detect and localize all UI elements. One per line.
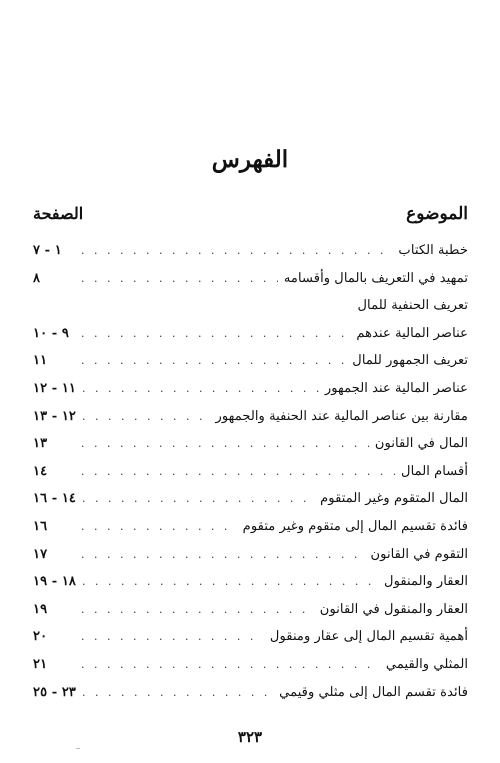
toc-entry-label: فائدة تقسيم المال إلى متقوم وغير متقوم [242, 518, 468, 534]
toc-entry-page: ١٦ [33, 518, 48, 534]
toc-entry [33, 436, 468, 464]
toc-entry-label: تعريف الحنفية للمال [357, 298, 468, 314]
toc-entry-label: عناصر المالية عندهم [356, 325, 468, 341]
topic-column-heading: الموضوع [406, 204, 468, 224]
toc-entry-label: تمهيد في التعريف بالمال وأقسامه [283, 270, 468, 286]
toc-entry-page: ٢٠ [33, 629, 48, 645]
dot-leader [81, 354, 346, 367]
toc-entry [33, 409, 468, 437]
toc-entry-label: تعريف الجمهور للمال [352, 353, 468, 369]
table-of-contents [33, 243, 468, 712]
dot-leader [82, 686, 273, 699]
dot-leader [82, 382, 319, 395]
dot-leader [81, 603, 314, 616]
dot-leader [81, 520, 237, 533]
toc-entry-label: أقسام المال [400, 463, 468, 479]
page-number: ٣٢٣ [237, 728, 263, 746]
toc-entry-label: أهمية تقسيم المال إلى عقار ومنقول [269, 629, 468, 645]
dot-leader [81, 327, 350, 340]
toc-entry-page: ٨ [33, 270, 41, 286]
toc-entry-page: ١٨ - ١٩ [33, 574, 76, 590]
dot-leader [81, 658, 380, 671]
toc-entry [33, 298, 468, 326]
dot-leader [81, 437, 369, 450]
toc-entry-page: ١١ - ١٢ [33, 380, 76, 396]
toc-entry-label: المال المتقوم وغير المتقوم [320, 491, 468, 507]
toc-entry-label: التقوم في القانون [370, 546, 468, 562]
toc-entry [33, 574, 468, 602]
toc-entry-page: ١٢ - ١٣ [33, 408, 76, 424]
toc-entry-page: ٩ - ١٠ [33, 325, 69, 341]
toc-entry [33, 326, 468, 354]
dot-leader [82, 492, 314, 505]
toc-entry-page: ٢١ [33, 656, 48, 672]
page-title: الفهرس [211, 146, 289, 173]
toc-entry-label: العقار والمنقول في القانون [319, 601, 468, 617]
toc-entry-page: ١ - ٧ [33, 243, 62, 258]
toc-entry [33, 243, 468, 271]
toc-entry-label: مقارنة بين عناصر المالية عند الحنفية والجمهور [215, 408, 468, 424]
toc-entry-label: فائدة تقسم المال إلى مثلي وقيمي [279, 684, 468, 700]
toc-entry-label: المثلي والقيمي [385, 656, 468, 672]
toc-entry-page: ١٤ [33, 463, 48, 479]
toc-entry [33, 629, 468, 657]
toc-entry [33, 381, 468, 409]
toc-entry [33, 547, 468, 575]
dot-leader [81, 244, 392, 257]
dot-leader [81, 630, 264, 643]
toc-entry-page: ١٣ [33, 436, 48, 452]
toc-entry-label: خطبة الكتاب [398, 243, 468, 258]
toc-entry [33, 685, 468, 713]
margin-mark [76, 748, 80, 749]
toc-entry [33, 657, 468, 685]
toc-entry-label: المال في القانون [374, 436, 468, 452]
toc-entry [33, 464, 468, 492]
toc-entry-page: ١١ [33, 353, 48, 369]
toc-entry-page: ٢٣ - ٢٥ [33, 684, 76, 700]
toc-entry-page: ١٧ [33, 546, 48, 562]
dot-leader [81, 272, 278, 285]
page-column-heading: الصفحة [33, 204, 84, 223]
toc-entry [33, 353, 468, 381]
toc-entry-page: ١٩ [33, 601, 48, 617]
toc-entry-label: العقار والمنقول [383, 574, 468, 590]
toc-entry [33, 519, 468, 547]
dot-leader [81, 465, 395, 478]
dot-leader [81, 548, 364, 561]
toc-entry-page: ١٤ - ١٦ [33, 491, 76, 507]
toc-entry [33, 602, 468, 630]
dot-leader [82, 575, 378, 588]
toc-entry [33, 491, 468, 519]
dot-leader [82, 410, 209, 423]
toc-entry [33, 271, 468, 299]
toc-entry-label: عناصر المالية عند الجمهور [324, 380, 468, 396]
